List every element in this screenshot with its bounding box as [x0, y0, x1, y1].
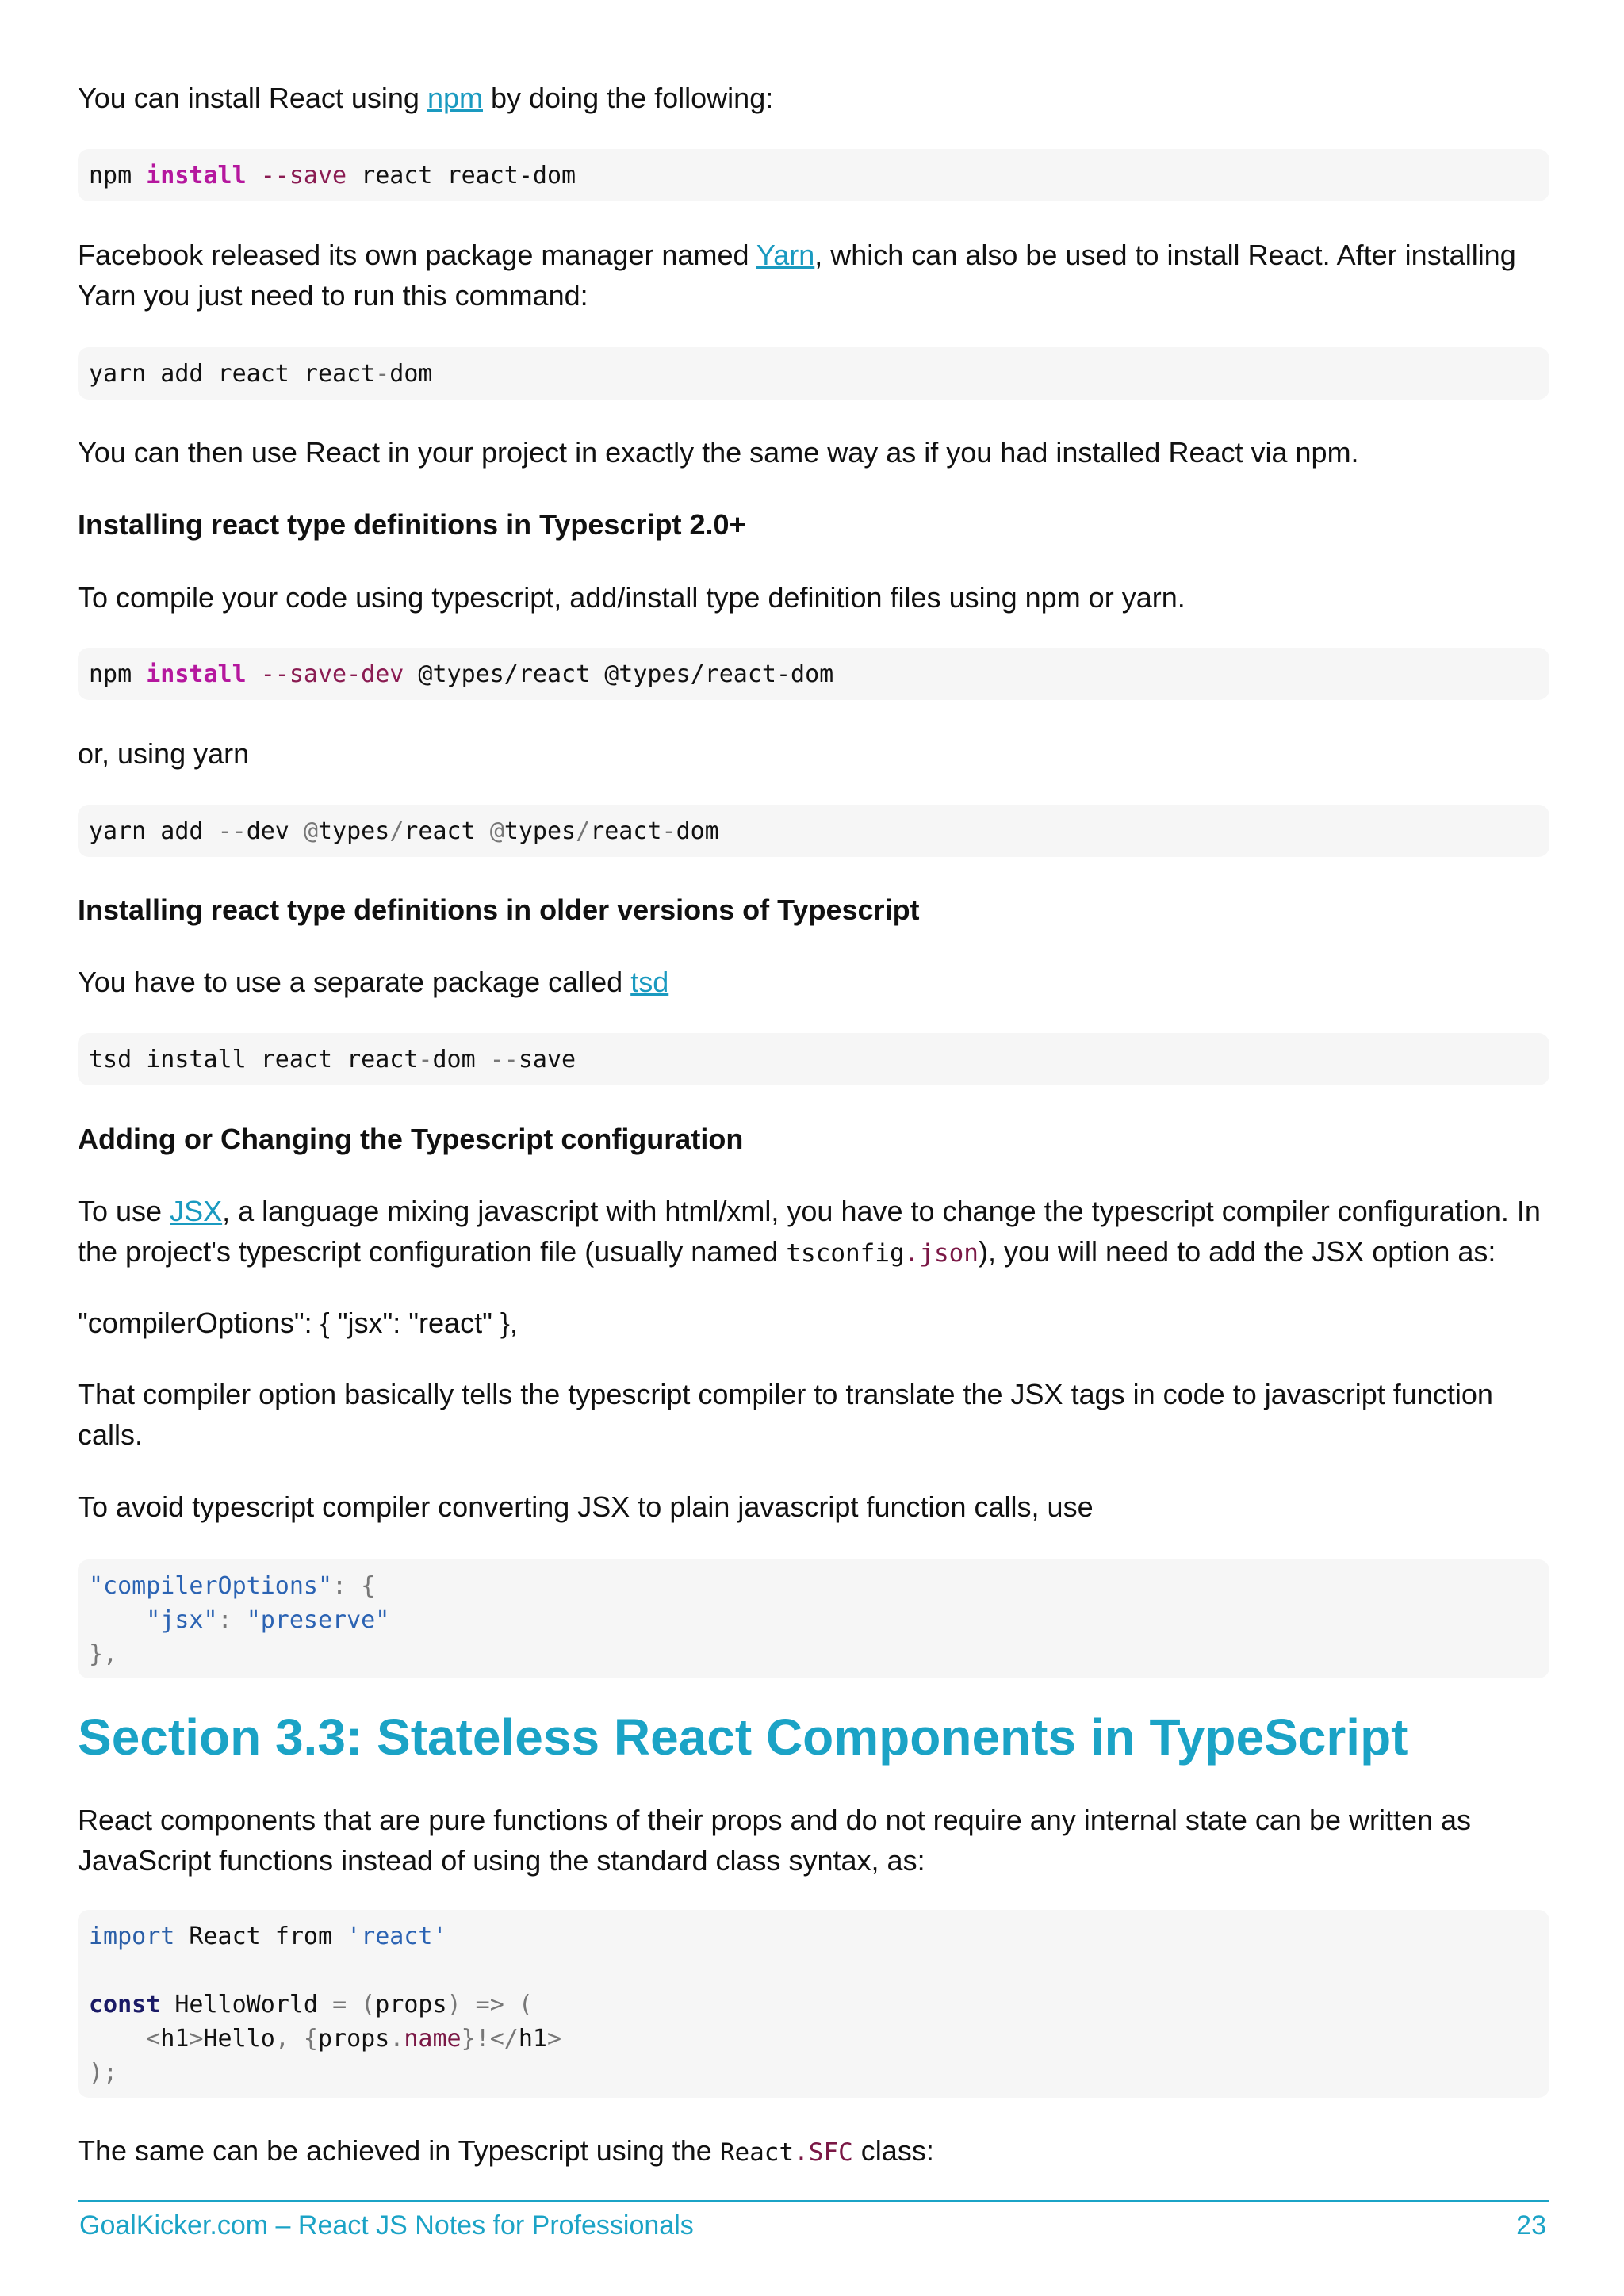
paragraph-react-sfc: The same can be achieved in Typescript using the React.SFC class: [78, 2134, 934, 2167]
paragraph-compiler-explanation: That compiler option basically tells the typescript compiler to translate the JSX tags in code to javascript function calls. [78, 1378, 1493, 1451]
footer-divider [78, 2200, 1549, 2202]
npm-link[interactable]: npm [427, 82, 483, 114]
jsx-link[interactable]: JSX [170, 1195, 223, 1227]
section-title: Section 3.3: Stateless React Components in TypeScript [78, 1709, 1408, 1766]
paragraph-or-yarn: or, using yarn [78, 737, 250, 770]
code-block-npm-types: npm install --save-dev @types/react @types/react-dom [78, 648, 1549, 700]
code-block-npm-install: npm install --save react react-dom [78, 149, 1549, 201]
footer-title: GoalKicker.com – React JS Notes for Professionals [79, 2210, 694, 2241]
code-block-preserve: "compilerOptions": { "jsx": "preserve" }, [78, 1559, 1549, 1678]
tsconfig-inline-code: tsconfig.json [786, 1239, 979, 1268]
paragraph-compile-typescript: To compile your code using typescript, add/install type definition files using npm or yarn. [78, 581, 1185, 614]
paragraph-avoid-converting: To avoid typescript compiler converting JSX to plain javascript function calls, use [78, 1490, 1094, 1523]
heading-type-definitions-older: Installing react type definitions in older versions of Typescript [78, 894, 920, 926]
paragraph-use-react: You can then use React in your project in exactly the same way as if you had installed React via npm. [78, 436, 1359, 469]
page-number: 23 [1516, 2210, 1546, 2241]
paragraph-npm-install: You can install React using npm by doing the following: [78, 82, 774, 114]
code-block-yarn-add: yarn add react react - dom [78, 347, 1549, 400]
code-block-yarn-types: yarn add -- dev @ types / react @ types / react - dom [78, 805, 1549, 857]
heading-type-definitions-ts2: Installing react type definitions in Typescript 2.0+ [78, 508, 746, 541]
paragraph-compiler-options: "compilerOptions": { "jsx": "react" }, [78, 1307, 518, 1339]
paragraph-yarn: Facebook released its own package manager named Yarn, which can also be used to install React. After installing Yarn you just need to run this command: [78, 239, 1516, 312]
react-sfc-inline-code: React.SFC [719, 2138, 853, 2167]
heading-typescript-configuration: Adding or Changing the Typescript configuration [78, 1123, 744, 1155]
paragraph-tsd: You have to use a separate package called tsd [78, 966, 669, 998]
code-block-tsd-install: tsd install react react - dom -- save [78, 1033, 1549, 1085]
paragraph-jsx-config: To use JSX, a language mixing javascript with html/xml, you have to change the typescript compiler configuration. In the project's typescript configuration file (usually named tsconfig.json), you will need to add the JSX option as: [78, 1195, 1541, 1268]
paragraph-stateless-intro: React components that are pure functions of their props and do not require any internal state can be written as JavaScript functions instead of using the standard class syntax, as: [78, 1804, 1472, 1877]
yarn-link[interactable]: Yarn [756, 239, 815, 271]
tsd-link[interactable]: tsd [630, 966, 669, 998]
code-block-hello-world: import React from 'react' const HelloWorld = (props) => ( <h1>Hello, {props.name}!</h1> ); [78, 1910, 1549, 2098]
